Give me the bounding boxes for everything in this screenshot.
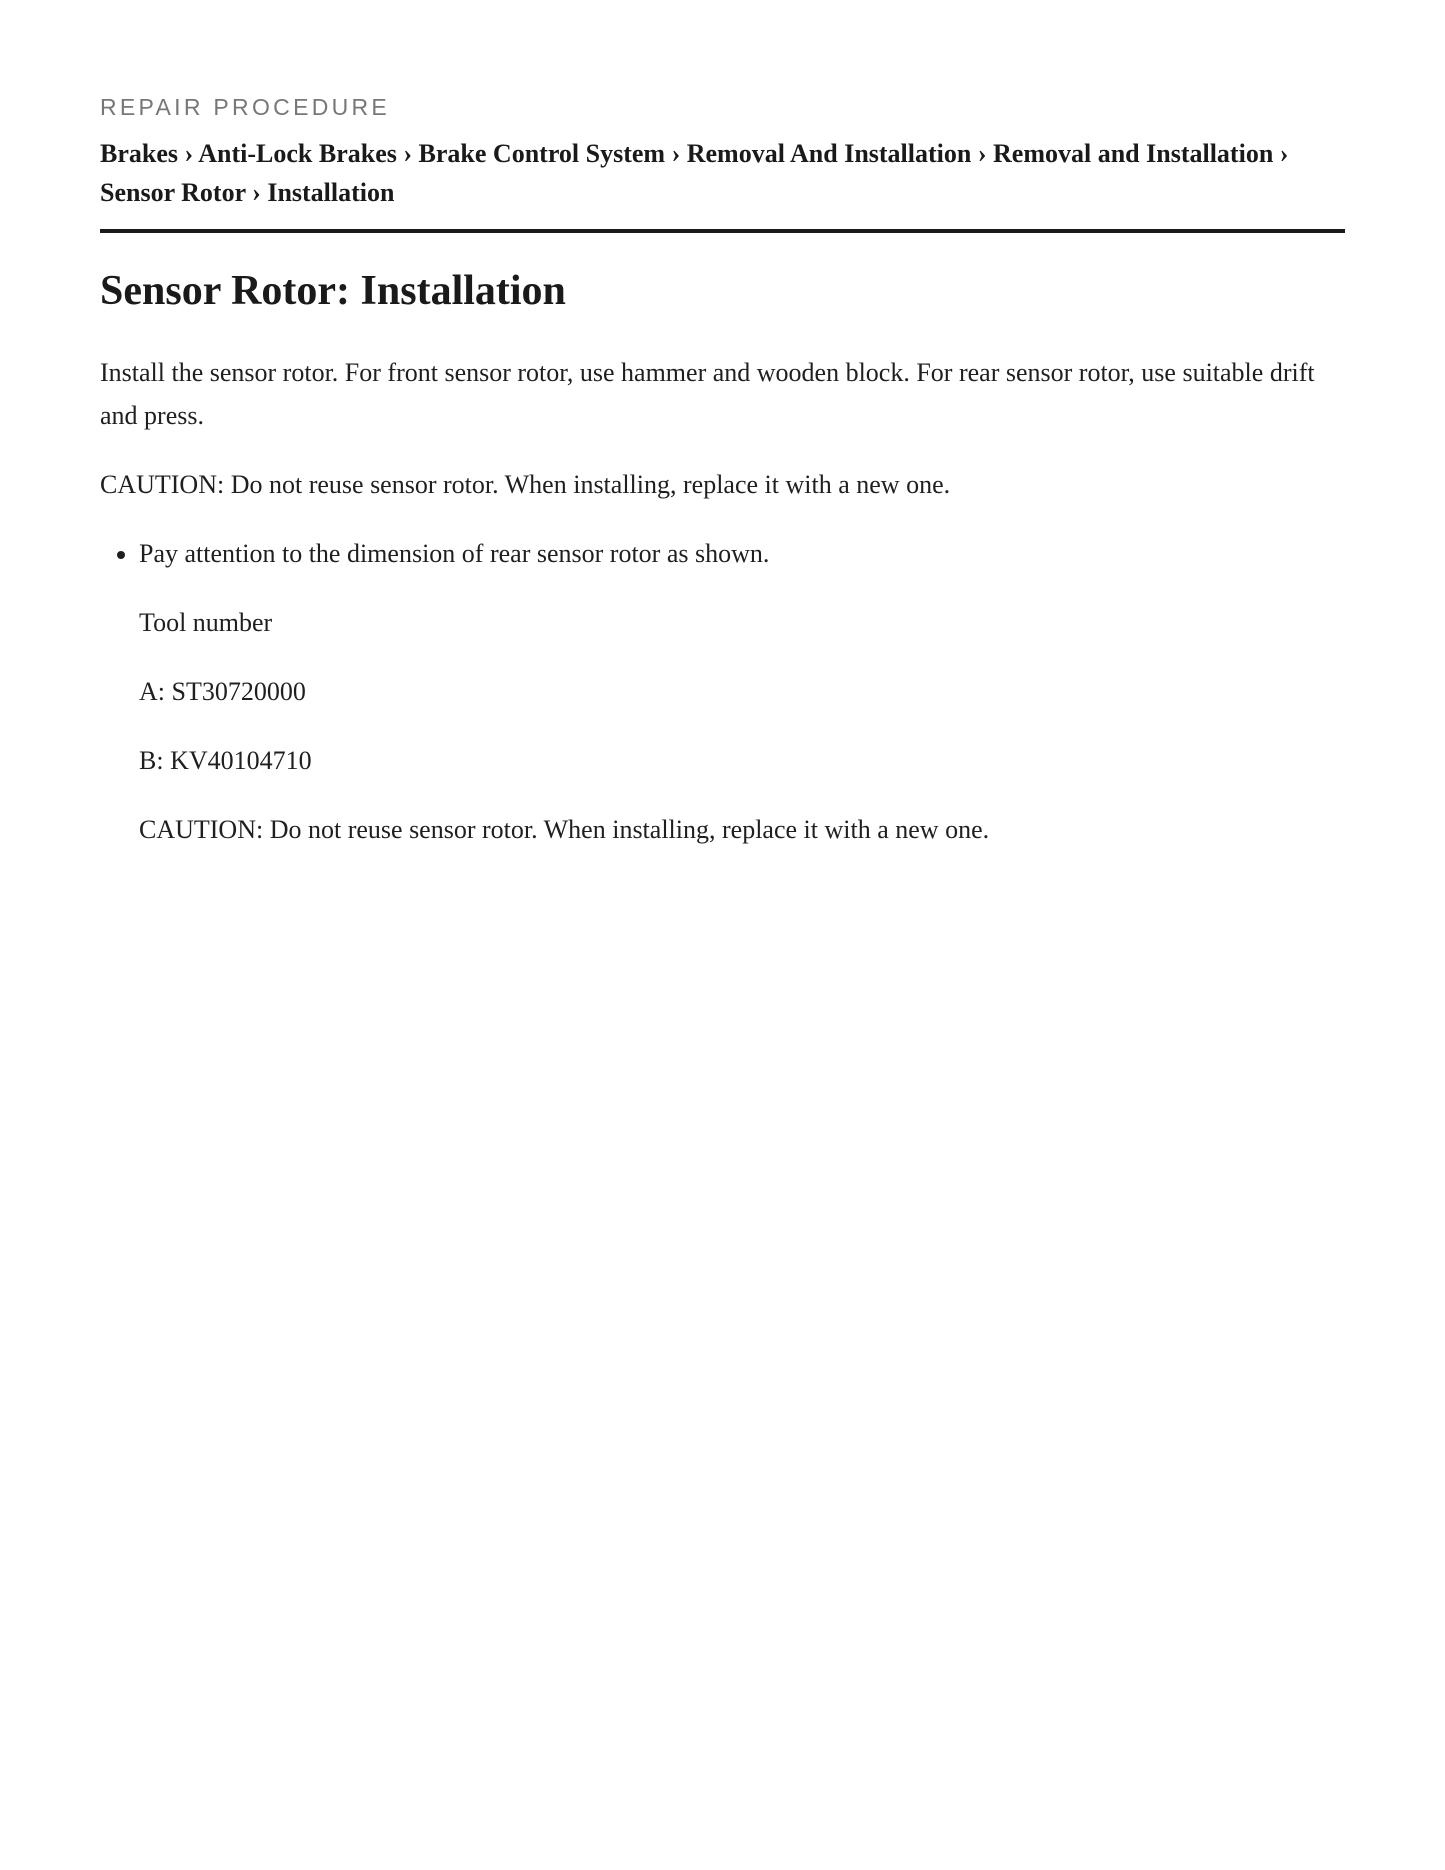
caution-paragraph: CAUTION: Do not reuse sensor rotor. When installing, replace it with a new one.: [100, 470, 951, 499]
breadcrumb-separator: ›: [977, 139, 987, 168]
breadcrumb-item-installation: Installation: [267, 178, 395, 207]
breadcrumb-separator: ›: [671, 139, 681, 168]
breadcrumb: [100, 134, 1345, 233]
intro-paragraph: Install the sensor rotor. For front sensor rotor, use hammer and wooden block. For rear sensor rotor, use suitable drift and press.: [100, 358, 1315, 430]
breadcrumb-item-removal-and-installation-sub[interactable]: Removal and Installation: [993, 139, 1274, 168]
step-text: • Pay attention to the dimension of rear sensor rotor as shown.: [139, 539, 770, 568]
document-page: [0, 0, 1445, 851]
step-list: [100, 532, 1345, 851]
breadcrumb-item-brake-control-system[interactable]: Brake Control System: [418, 139, 666, 168]
section-eyebrow: REPAIR PROCEDURE: [100, 94, 391, 120]
tool-number-heading: Tool number: [139, 608, 273, 637]
page-title: Sensor Rotor: Installation: [100, 268, 566, 314]
step-caution: CAUTION: Do not reuse sensor rotor. When installing, replace it with a new one.: [139, 815, 990, 844]
breadcrumb-separator: ›: [184, 139, 194, 168]
tool-a: A: ST30720000: [139, 677, 306, 706]
breadcrumb-separator: ›: [1279, 139, 1289, 168]
breadcrumb-item-brakes[interactable]: Brakes: [100, 139, 178, 168]
breadcrumb-separator: ›: [252, 178, 261, 207]
breadcrumb-item-anti-lock-brakes[interactable]: Anti-Lock Brakes: [198, 139, 397, 168]
breadcrumb-item-sensor-rotor[interactable]: Sensor Rotor: [100, 178, 246, 207]
breadcrumb-separator: ›: [403, 139, 413, 168]
list-item: [139, 532, 1345, 851]
tool-b: B: KV40104710: [139, 746, 312, 775]
breadcrumb-item-removal-and-installation[interactable]: Removal And Installation: [686, 139, 972, 168]
